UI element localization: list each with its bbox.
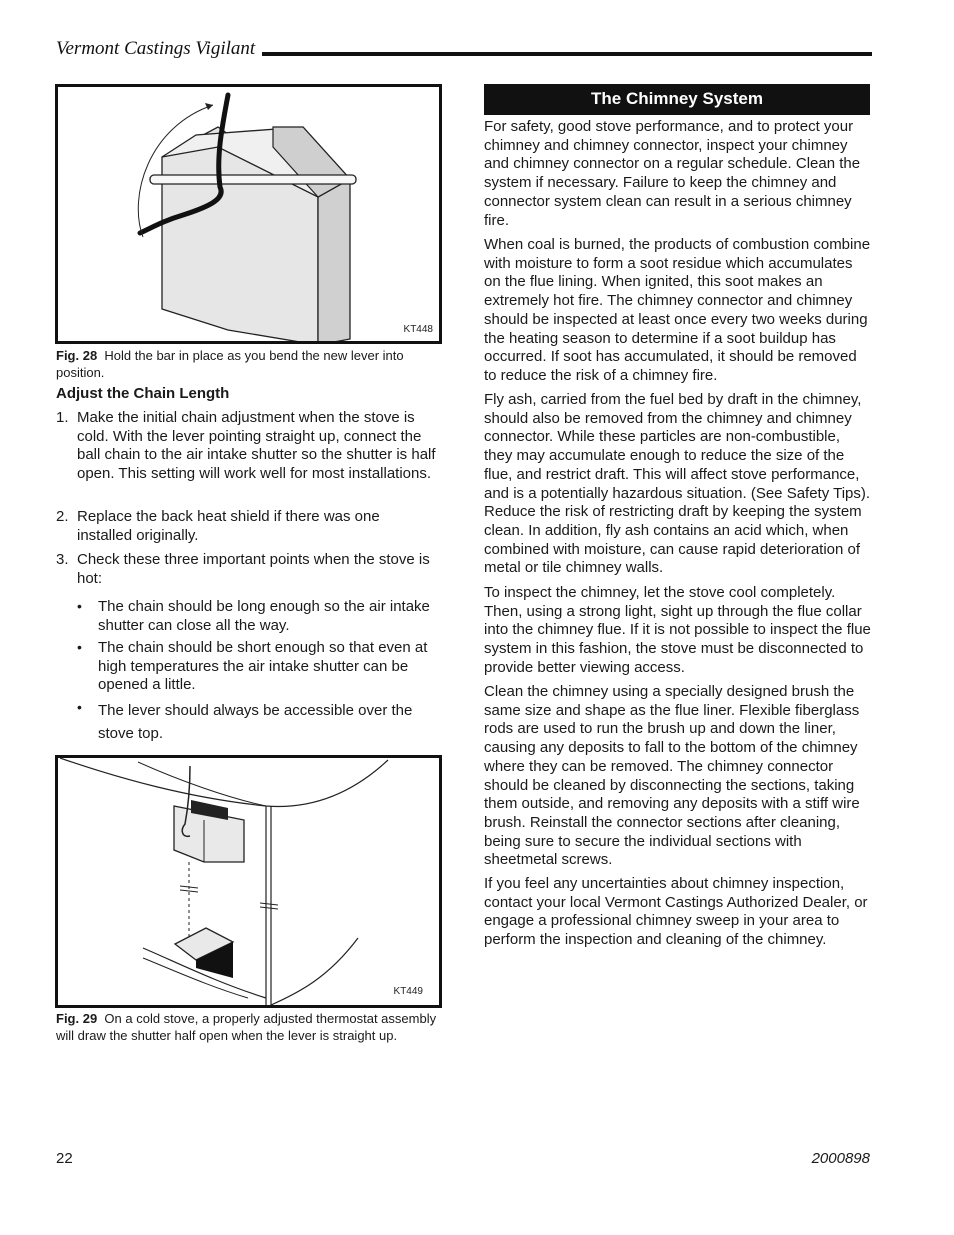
bullet-text: The chain should be short enough so that even at high temperatures the air intake shutter can be opened a little. [98, 639, 428, 694]
bullet-icon: • [77, 639, 82, 655]
bullet-text: The lever should always be accessible over the stove top. [98, 702, 413, 742]
step-number: 2. [56, 508, 69, 525]
body-paragraph: When coal is burned, the products of combustion combine with moisture to form a soot residue which accumulates on the flue lining. When ignited, this soot makes an extremely hot fire. The chimney connector and chimney should be inspected at least once every two weeks during the heating season to determine if a soot buildup has occurred. If soot has accumulated, it should be removed to reduce the risk of a chimney fire. [484, 236, 871, 384]
figure-29-illustration [58, 758, 439, 1005]
body-paragraph: To inspect the chimney, let the stove cool completely. Then, using a strong light, sight up through the flue collar into the chimney flue. If it is not possible to inspect the flue system in this fashion, the stove must be disconnected to provide better viewing access. [484, 584, 871, 676]
bullet-text: The chain should be long enough so the air intake shutter can close all the way. [98, 598, 430, 634]
header-rule [262, 52, 872, 56]
step-text: Make the initial chain adjustment when the stove is cold. With the lever pointing straight up, connect the ball chain to the air intake shutter so the shutter is half open. This setting will work well for most installations. [77, 409, 436, 483]
page-number: 22 [56, 1150, 73, 1167]
figure-28-caption [56, 347, 442, 381]
step-text: Check these three important points when the stove is hot: [77, 551, 430, 587]
figure-29 [55, 755, 442, 1008]
body-paragraph: For safety, good stove performance, and to protect your chimney and chimney connector, inspect your chimney and chimney connector on a regular schedule. Clean the system if necessary. Failure to keep the chimney and connector system clean can result in a serious chimney fire. [484, 118, 861, 229]
bullet-icon: • [77, 699, 82, 715]
header-title: Vermont Castings Vigilant [56, 38, 256, 59]
figure-code: KT448 [403, 324, 433, 335]
step-text: Replace the back heat shield if there was one installed originally. [77, 508, 380, 544]
step-number: 3. [56, 551, 69, 568]
figure-28-illustration [58, 87, 439, 341]
caption-label: Fig. 28 [56, 348, 98, 363]
caption-text: Hold the bar in place as you bend the new lever into position. [56, 348, 404, 380]
bullet-icon: • [77, 598, 82, 614]
figure-28 [55, 84, 442, 344]
body-paragraph: Fly ash, carried from the fuel bed by draft in the chimney, should also be removed from the chimney and chimney connector. While these particles are non-combustible, they may accumulate enough to reduce the size of the flue, and restrict draft. This will affect stove performance, and is a potentially hazardous situation. (See Safety Tips). Reduce the risk of restricting draft by keeping the system clean. In addition, fly ash contains an acid which, when combined with moisture, can cause rapid deterioration of metal or tile chimney walls. [484, 391, 871, 577]
step-number: 1. [56, 409, 69, 426]
figure-code: KT449 [393, 986, 423, 997]
section-subheading: Adjust the Chain Length [56, 385, 230, 402]
figure-29-caption [56, 1010, 442, 1044]
caption-label: Fig. 29 [56, 1011, 98, 1026]
section-title-bar: The Chimney System [484, 84, 870, 115]
caption-text: On a cold stove, a properly adjusted thermostat assembly will draw the shutter half open when the lever is straight up. [56, 1011, 437, 1043]
body-paragraph: Clean the chimney using a specially designed brush the same size and shape as the flue liner. Flexible fiberglass rods are used to run the brush up and down the liner, causing any deposits to fall to the bottom of the chimney where they can be removed. The chimney connector should be cleaned by disconnecting the sections, taking them outside, and removing any deposits with a stiff wire brush. Reinstall the connector sections after cleaning, being sure to secure the individual sections with sheetmetal screws. [484, 683, 860, 869]
body-paragraph: If you feel any uncertainties about chimney inspection, contact your local Vermont Castings Authorized Dealer, or engage a professional chimney sweep in your area to perform the inspection and cleaning of the chimney. [484, 875, 868, 949]
document-code: 2000898 [811, 1150, 870, 1167]
